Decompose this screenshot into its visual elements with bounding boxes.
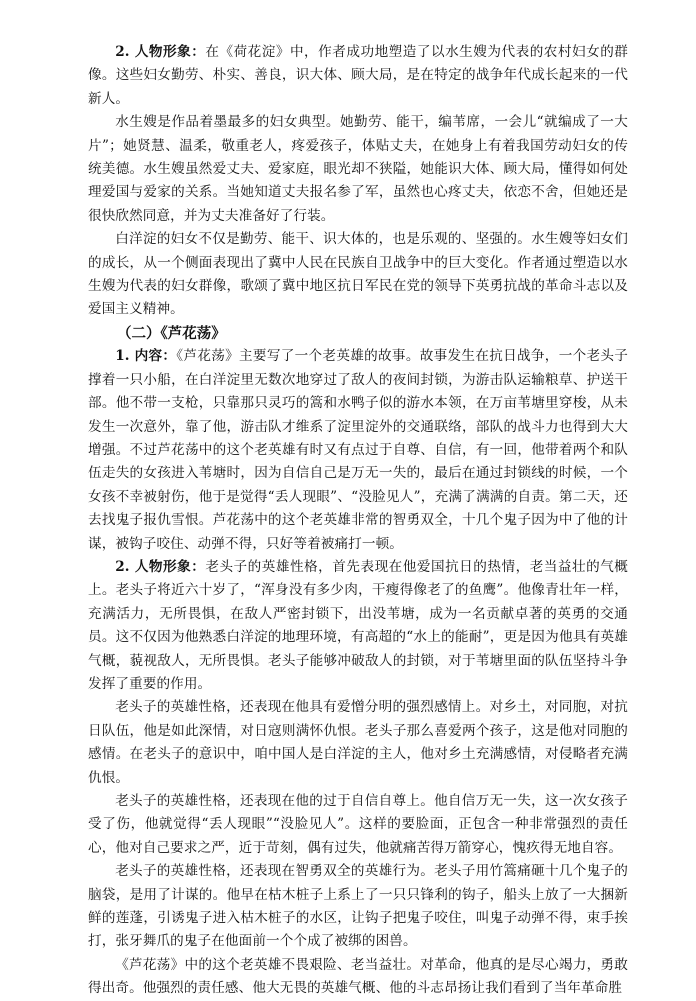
paragraph-self-respect: 老头子的英雄性格，还表现在他的过于自信自尊上。他自信万无一失，这一次女孩子受了伤，他就觉得“丢人现眼”“没脸见人”。这样的要脸面，正包含一种非常强烈的责任心，他对自己要求之严，近于苛刻，偶有过失，他就痛苦得万箭穿心，愧疚得无地自容。 xyxy=(88,793,628,856)
paragraph-text: 在《荷花淀》中，作者成功地塑造了以水生嫂为代表的农村妇女的群像。这些妇女勤劳、朴实、善良，识大体、顾大局，是在特定的战争年代成长起来的一代新人。 xyxy=(88,44,628,107)
paragraph-wisdom-courage: 老头子的英雄性格，还表现在智勇双全的英雄行为。老头子用竹篙痛砸十几个鬼子的脑袋，是用了计谋的。他早在枯木桩子上系上了一只只锋利的钩子，船头上放了一大捆新鲜的莲蓬，引诱鬼子进入枯木桩子的水区，让钩子把鬼子咬住，叫鬼子动弹不得，束手挨打，张牙舞爪的鬼子在他面前一个个成了被绑的困兽。 xyxy=(88,863,628,950)
section-heading-luhuadang: （二）《芦花荡》 xyxy=(117,324,226,342)
paragraph-label: 2. 人物形象： xyxy=(115,44,206,60)
paragraph-love-hate: 老头子的英雄性格，还表现在他具有爱憎分明的强烈感情上。对乡土，对同胞，对抗日队伍，他是如此深情，对日寇则满怀仇恨。老头子那么喜爱两个孩子，这是他对同胞的感情。在老头子的意识中，咱中国人是白洋淀的主人，他对乡土充满感情，对侵略者充满仇恨。 xyxy=(88,699,628,786)
paragraph-character-image-hehuadian xyxy=(88,41,628,111)
paragraph-luhuadang-character xyxy=(88,556,628,696)
paragraph-text: 老头子的英雄性格，首先表现在他爱国抗日的热情，老当益壮的气概上。老头子将近六十岁了，“浑身没有多少肉，干瘦得像老了的鱼鹰”。他像青壮年一样，充满活力，无所畏惧，在敌人严密封锁下，出没苇塘，成为一名贡献卓著的英勇的交通员。这不仅因为他熟悉白洋淀的地理环境，有高超的“水上的能耐”，更是因为他具有英雄气概，藐视敌人，无所畏惧。老头子能够冲破敌人的封锁，对于苇塘里面的队伍坚持斗争发挥了重要的作用。 xyxy=(88,558,628,692)
paragraph-label: 1. 内容： xyxy=(115,348,177,365)
paragraph-label: 2. 人物形象： xyxy=(115,558,206,575)
paragraph-conclusion: 《芦花荡》中的这个老英雄不畏艰险、老当益壮。对革命，他真的是尽心竭力，勇敢得出奇。他强烈的责任感、他大无畏的英雄气概、他的斗志昂扬让我们看到了当年革命胜 xyxy=(88,956,628,997)
paragraph-shuishengsao: 水生嫂是作品着墨最多的妇女典型。她勤劳、能干，编苇席，一会儿“就编成了一大片”；她贤慧、温柔，敬重老人，疼爱孩子，体贴丈夫，在她身上有着我国劳动妇女的传统美德。水生嫂虽然爱丈夫、爱家庭，眼光却不狭隘，她能识大体、顾大局，懂得如何处理爱国与爱家的关系。当她知道丈夫报名参了军，虽然也心疼丈夫，依恋不舍，但她还是很快欣然同意，并为丈夫准备好了行装。 xyxy=(88,114,628,224)
paragraph-text: 《芦花荡》主要写了一个老英雄的故事。故事发生在抗日战争，一个老头子撑着一只小船，在白洋淀里无数次地穿过了敌人的夜间封锁，为游击队运输粮草、护送干部。他不带一支枪，只靠那只灵巧的篙和水鸭子似的游水本领，在万亩苇塘里穿梭，从未发生一次意外，靠了他，游击队才维系了淀里淀外的交通联络，部队的战斗力也得到大大增强。不过芦花荡中的这个老英雄有时又有点过于自尊、自信，有一回，他带着两个和队伍走失的女孩进入苇塘时，因为自信自己是万无一失的，最后在通过封锁线的时候，一个女孩不幸被射伤，他于是觉得“丢人现眼”、“没脸见人”，充满了满满的自责。第二天，还去找鬼子报仇雪恨。芦花荡中的这个老英雄非常的智勇双全，十几个鬼子因为中了他的计谋，被钩子咬住、动弹不得，只好等着被痛打一顿。 xyxy=(88,348,629,552)
paragraph-luhuadang-content xyxy=(88,345,628,556)
paragraph-baiyangdian-women: 白洋淀的妇女不仅是勤劳、能干、识大体的，也是乐观的、坚强的。水生嫂等妇女们的成长，从一个侧面表现出了冀中人民在民族自卫战争中的巨大变化。作者通过塑造以水生嫂为代表的妇女群像，歌颂了冀中地区抗日军民在党的领导下英勇抗战的革命斗志以及爱国主义精神。 xyxy=(88,231,628,318)
document-body xyxy=(88,41,628,1001)
